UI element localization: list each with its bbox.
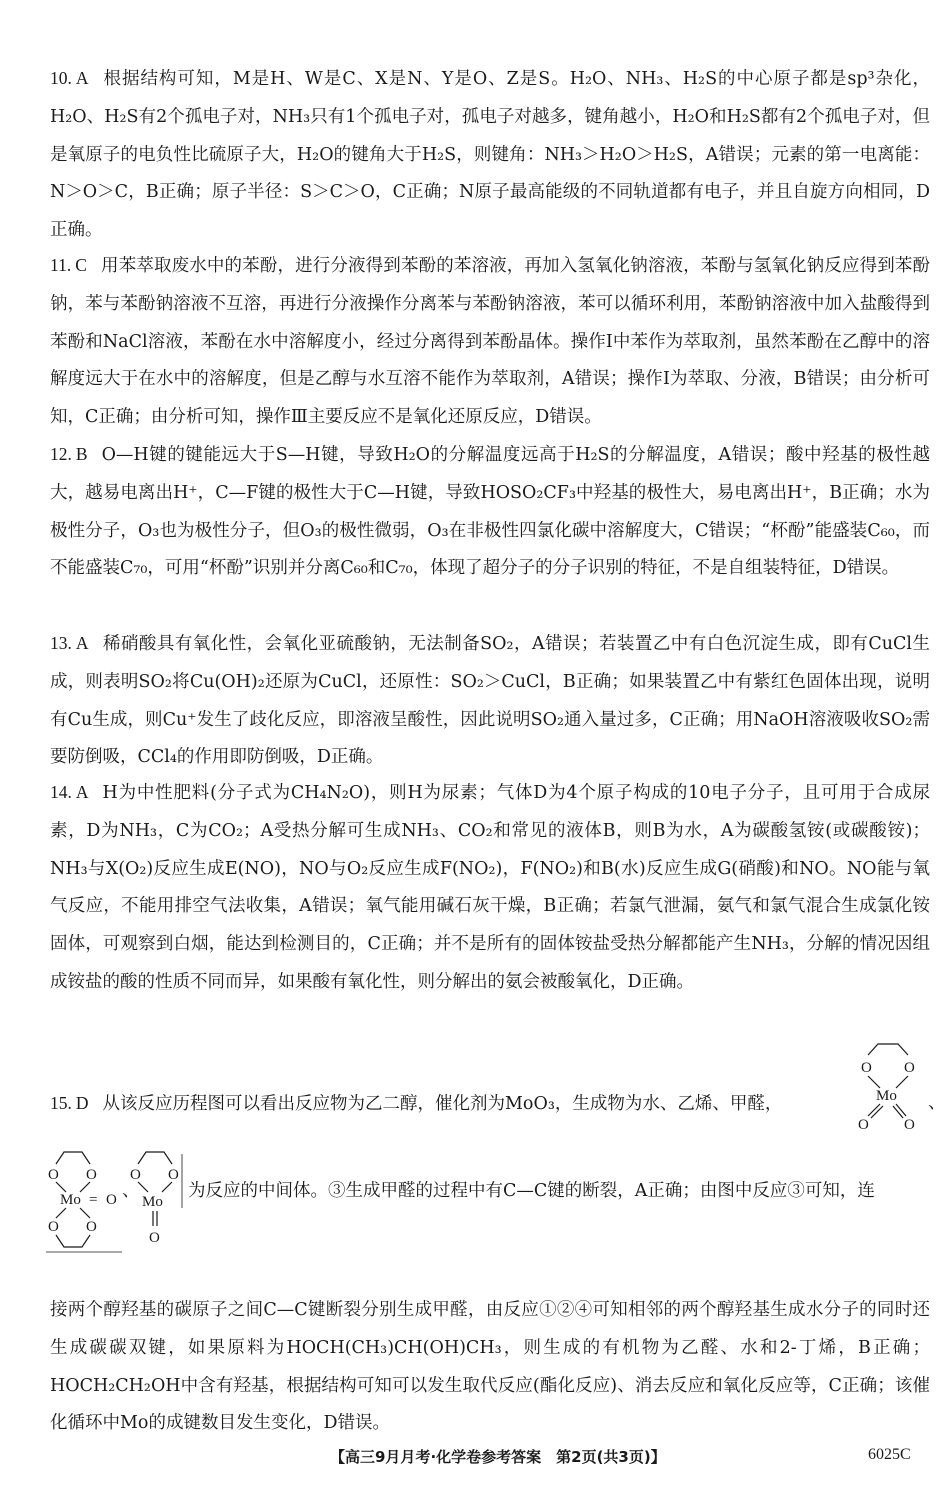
item-answer: A xyxy=(75,633,89,653)
footer-title: 【高三9月月考·化学卷参考答案 第2页(共3页)】 xyxy=(330,1448,666,1466)
atom-mo: Mo xyxy=(876,1088,897,1104)
item-explanation: O—H键的键能远大于S—H键，导致H₂O的分解温度远高于H₂S的分解温度，A错误；酸中羟基的极性越大，越易电离出H⁺，C—F键的极性大于C—H键，导致HOSO₂CF₃中羟基的极性大，易电离出H⁺，B正确；水为极性分子，O₃也为极性分子，但O₃的极性微弱，O₃在非极性四氯化碳中溶解度大，C错误；“杯酚”能盛装C₆₀，而不能盛装C₇₀，可用“杯酚”识别并分离C₆₀和C₇₀，体现了超分子的分子识别的特征，不是自组装特征，D错误。 xyxy=(50,445,930,579)
answer-item-15-line2: 为反应的中间体。③生成甲醛的过程中有C—C键的断裂，A正确；由图中反应③可知，连 xyxy=(188,1181,875,1201)
item-explanation: 从该反应历程图可以看出反应物为乙二醇，催化剂为MoO₃，生成物为水、乙烯、甲醛， xyxy=(102,1094,783,1114)
atom-o: O xyxy=(86,1219,97,1235)
item-number: 10. xyxy=(50,68,72,88)
item-explanation: 稀硝酸具有氧化性，会氧化亚硫酸钠，无法制备SO₂，A错误；若装置乙中有白色沉淀生成，即有CuCl生成，则表明SO₂将Cu(OH)₂还原为CuCl，还原性：SO₂＞CuCl，B正确；如果装置乙中有紫红色固体出现，说明有Cu生成，则Cu⁺发生了歧化反应，即溶液呈酸性，因此说明SO₂通入量过多，C正确；用NaOH溶液吸收SO₂需要防倒吸，CCl₄的作用即防倒吸，D正确。 xyxy=(50,634,930,768)
atom-o: O xyxy=(86,1167,97,1183)
item-explanation: H为中性肥料(分子式为CH₄N₂O)，则H为尿素；气体D为4个原子构成的10电子分子，且可用于合成尿素，D为NH₃，C为CO₂；A受热分解可生成NH₃、CO₂和常见的液体B，则B为水，A为碳酸氢铵(或碳酸铵)；NH₃与X(O₂)反应生成E(NO)，NO与O₂反应生成F(NO₂)，F(NO₂)和B(水)反应生成G(硝酸)和NO。NO能与氧气反应，不能用排空气法收集，A错误；氧气能用碱石灰干燥，B正确；若氯气泄漏，氨气和氯气混合生成氯化铵固体，可观察到白烟，能达到检测目的，C正确；并不是所有的固体铵盐受热分解都能产生NH₃，分解的情况因组成铵盐的酸的性质不同而异，如果酸有氧化性，则分解出的氨会被酸氧化，D正确。 xyxy=(50,783,930,992)
answer-item-15-line1 xyxy=(50,1085,782,1124)
answer-item-11 xyxy=(50,247,930,437)
atom-o: O xyxy=(48,1167,59,1183)
item-answer: D xyxy=(75,1093,89,1113)
answer-item-14 xyxy=(50,774,930,1002)
footer-code: 6025C xyxy=(868,1446,911,1463)
atom-o: O xyxy=(861,1060,872,1076)
answer-item-12 xyxy=(50,436,930,588)
answer-item-15-rest: 接两个醇羟基的碳原子之间C—C键断裂分别生成甲醛，由反应①②④可知相邻的两个醇羟基生成水分子的同时还生成碳碳双键，如果原料为HOCH(CH₃)CH(OH)CH₃，则生成的有机物为乙醛、水和2-丁烯，B正确；HOCH₂CH₂OH中含有羟基，根据结构可知可以发生取代反应(酯化反应)、消去反应和氧化反应等，C正确；该催化循环中Mo的成键数目发生变化，D错误。 xyxy=(50,1300,930,1434)
separator: 、 xyxy=(928,1093,946,1113)
mo-diol-dioxo-structure xyxy=(848,1040,928,1134)
item-explanation: 根据结构可知，M是H、W是C、X是N、Y是O、Z是S。H₂O、NH₃、H₂S的中心原子都是sp³杂化，H₂O、H₂S有2个孤电子对，NH₃只有1个孤电子对，孤电子对越多，键角越小，H₂O和H₂S都有2个孤电子对，但是氧原子的电负性比硫原子大，H₂O的键角大于H₂S，则键角：NH₃＞H₂O＞H₂S，A错误；元素的第一电离能：N＞O＞C，B正确；原子半径：S＞C＞O，C正确；N原子最高能级的不同轨道都有电子，并且自旋方向相同，D正确。 xyxy=(50,69,930,241)
atom-mo: Mo xyxy=(142,1194,163,1210)
item-number: 13. xyxy=(50,633,72,653)
item-answer: C xyxy=(75,255,87,275)
item-answer: B xyxy=(75,444,88,464)
atom-o: O xyxy=(149,1230,160,1246)
item-answer: A xyxy=(75,68,89,88)
mo-bis-diol-oxo-structure xyxy=(44,1148,124,1258)
item-number: 15. xyxy=(50,1093,72,1113)
answer-item-13 xyxy=(50,625,930,777)
atom-o: O xyxy=(48,1219,59,1235)
item-number: 14. xyxy=(50,782,72,802)
atom-o: O xyxy=(106,1192,117,1208)
separator: 、 xyxy=(122,1181,140,1201)
mo-diol-oxo-structure xyxy=(128,1148,188,1252)
item-number: 12. xyxy=(50,444,72,464)
double-bond: = xyxy=(89,1192,98,1208)
atom-o: O xyxy=(858,1117,869,1130)
atom-o: O xyxy=(168,1167,179,1183)
item-answer: A xyxy=(75,782,89,802)
item-explanation: 用苯萃取废水中的苯酚，进行分液得到苯酚的苯溶液，再加入氢氧化钠溶液，苯酚与氢氧化钠反应得到苯酚钠，苯与苯酚钠溶液不互溶，再进行分液操作分离苯与苯酚钠溶液，苯可以循环利用，苯酚钠溶液中加入盐酸得到苯酚和NaCl溶液，苯酚在水中溶解度小，经过分离得到苯酚晶体。操作Ⅰ中苯作为萃取剂，虽然苯酚在乙醇中的溶解度远大于在水中的溶解度，但是乙醇与水互溶不能作为萃取剂，A错误；操作Ⅰ为萃取、分液，B错误；由分析可知，C正确；由分析可知，操作Ⅲ主要反应不是氧化还原反应，D错误。 xyxy=(50,256,930,428)
atom-o: O xyxy=(904,1117,915,1130)
atom-o: O xyxy=(904,1060,915,1076)
atom-o: O xyxy=(130,1167,141,1183)
atom-mo: Mo xyxy=(60,1192,81,1208)
answer-item-10 xyxy=(50,60,930,250)
item-number: 11. xyxy=(50,255,72,275)
